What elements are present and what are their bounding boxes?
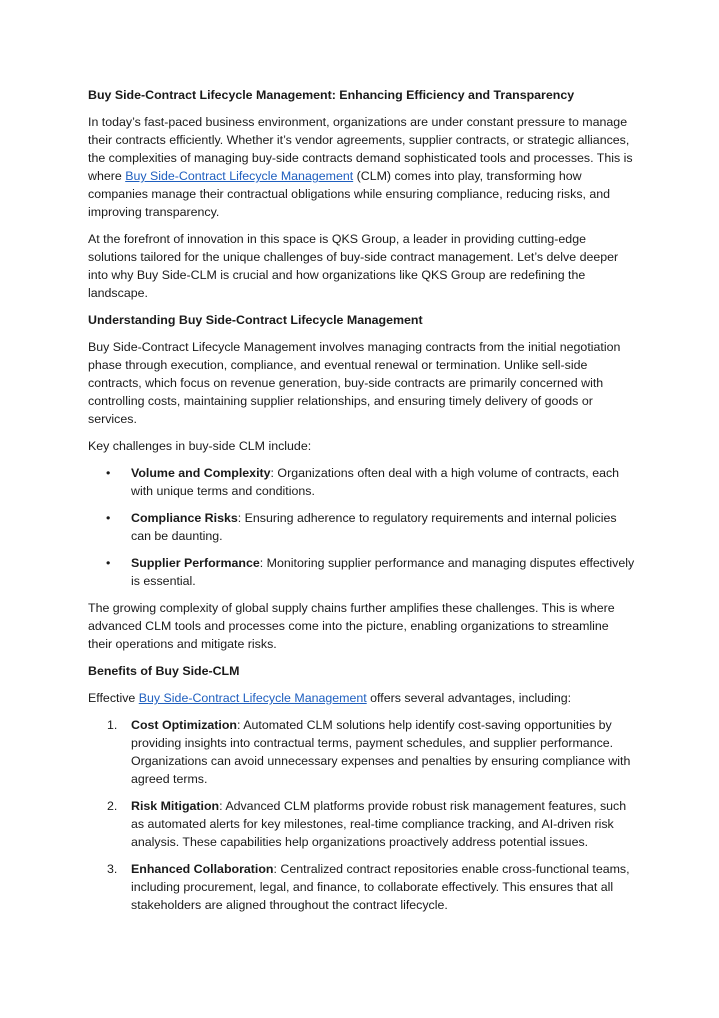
- list-item-term: Supplier Performance: [131, 556, 260, 570]
- list-item: [88, 860, 636, 914]
- document-title: Buy Side-Contract Lifecycle Management: Enhancing Efficiency and Transparency: [88, 88, 575, 102]
- list-item-text: : Organizations often deal with a high volume of contracts, each with unique terms and conditions.: [131, 466, 620, 498]
- list-item-text: : Centralized contract repositories enable cross-functional teams, including procurement, legal, and finance, to collaborate effectively. This ensures that all stakeholders are aligned throughout the contract lifecycle.: [131, 862, 630, 912]
- list-item-term: Risk Mitigation: [131, 799, 220, 813]
- list-item-text: : Advanced CLM platforms provide robust risk management features, such as automated alerts for key milestones, real-time compliance tracking, and AI-driven risk analysis. These capabilities help organizations proactively address potential issues.: [131, 799, 627, 849]
- list-number: 1.: [107, 718, 118, 732]
- challenges-closing-paragraph: The growing complexity of global supply chains further amplifies these challenges. This is where advanced CLM tools and processes come into the picture, enabling organizations to streamline their operations and mitigate risks.: [88, 601, 615, 651]
- challenges-list: [88, 464, 636, 590]
- list-item: [88, 797, 636, 851]
- list-item: [88, 554, 636, 590]
- benefits-intro: [88, 689, 636, 707]
- bullet-icon: •: [106, 556, 111, 570]
- intro-paragraph: [88, 113, 636, 221]
- list-item-term: Compliance Risks: [131, 511, 238, 525]
- clm-link[interactable]: Buy Side-Contract Lifecycle Management: [125, 169, 354, 183]
- list-item-term: Enhanced Collaboration: [131, 862, 274, 876]
- bullet-icon: •: [106, 466, 111, 480]
- intro-text-after: (CLM) comes into play, transforming how companies manage their contractual obligations while ensuring compliance, reducing risks, and improving transparency.: [88, 169, 611, 219]
- benefits-intro-before: Effective: [88, 691, 139, 705]
- list-item-text: : Monitoring supplier performance and managing disputes effectively is essential.: [131, 556, 635, 588]
- section-heading-benefits: Benefits of Buy Side-CLM: [88, 664, 240, 678]
- list-item: [88, 716, 636, 788]
- list-item: [88, 464, 636, 500]
- list-number: 2.: [107, 799, 118, 813]
- clm-link-benefits[interactable]: Buy Side-Contract Lifecycle Management: [138, 691, 367, 705]
- bullet-icon: •: [106, 511, 111, 525]
- challenges-intro: Key challenges in buy-side CLM include:: [88, 439, 312, 453]
- intro-text-before: In today’s fast-paced business environment, organizations are under constant pressure to manage their contracts efficiently. Whether it’s vendor agreements, supplier contracts, or strategic alliances, the complexities of managing buy-side contracts demand sophisticated tools and processes. This is where: [88, 115, 633, 183]
- list-item-text: : Automated CLM solutions help identify cost-saving opportunities by providing insights into contractual terms, payment schedules, and supplier performance. Organizations can avoid unnecessary expenses and penalties by ensuring compliance with agreed terms.: [131, 718, 631, 786]
- list-item: [88, 509, 636, 545]
- benefits-intro-after: offers several advantages, including:: [366, 691, 572, 705]
- section-heading-understanding: Understanding Buy Side-Contract Lifecycle Management: [88, 313, 423, 327]
- list-number: 3.: [107, 862, 118, 876]
- document-page: [88, 86, 636, 923]
- forefront-paragraph: At the forefront of innovation in this space is QKS Group, a leader in providing cutting-edge solutions tailored for the unique challenges of buy-side contract management. Let’s delve deeper into why Buy Side-CLM is crucial and how organizations like QKS Group are redefining the landscape.: [88, 232, 619, 300]
- understanding-paragraph: Buy Side-Contract Lifecycle Management involves managing contracts from the initial negotiation phase through execution, compliance, and eventual renewal or termination. Unlike sell-side contracts, which focus on revenue generation, buy-side contracts are primarily concerned with controlling costs, maintaining supplier relationships, and ensuring timely delivery of goods or services.: [88, 340, 621, 426]
- list-item-text: : Ensuring adherence to regulatory requirements and internal policies can be daunting.: [131, 511, 617, 543]
- list-item-term: Cost Optimization: [131, 718, 238, 732]
- benefits-list: [88, 716, 636, 914]
- list-item-term: Volume and Complexity: [131, 466, 271, 480]
